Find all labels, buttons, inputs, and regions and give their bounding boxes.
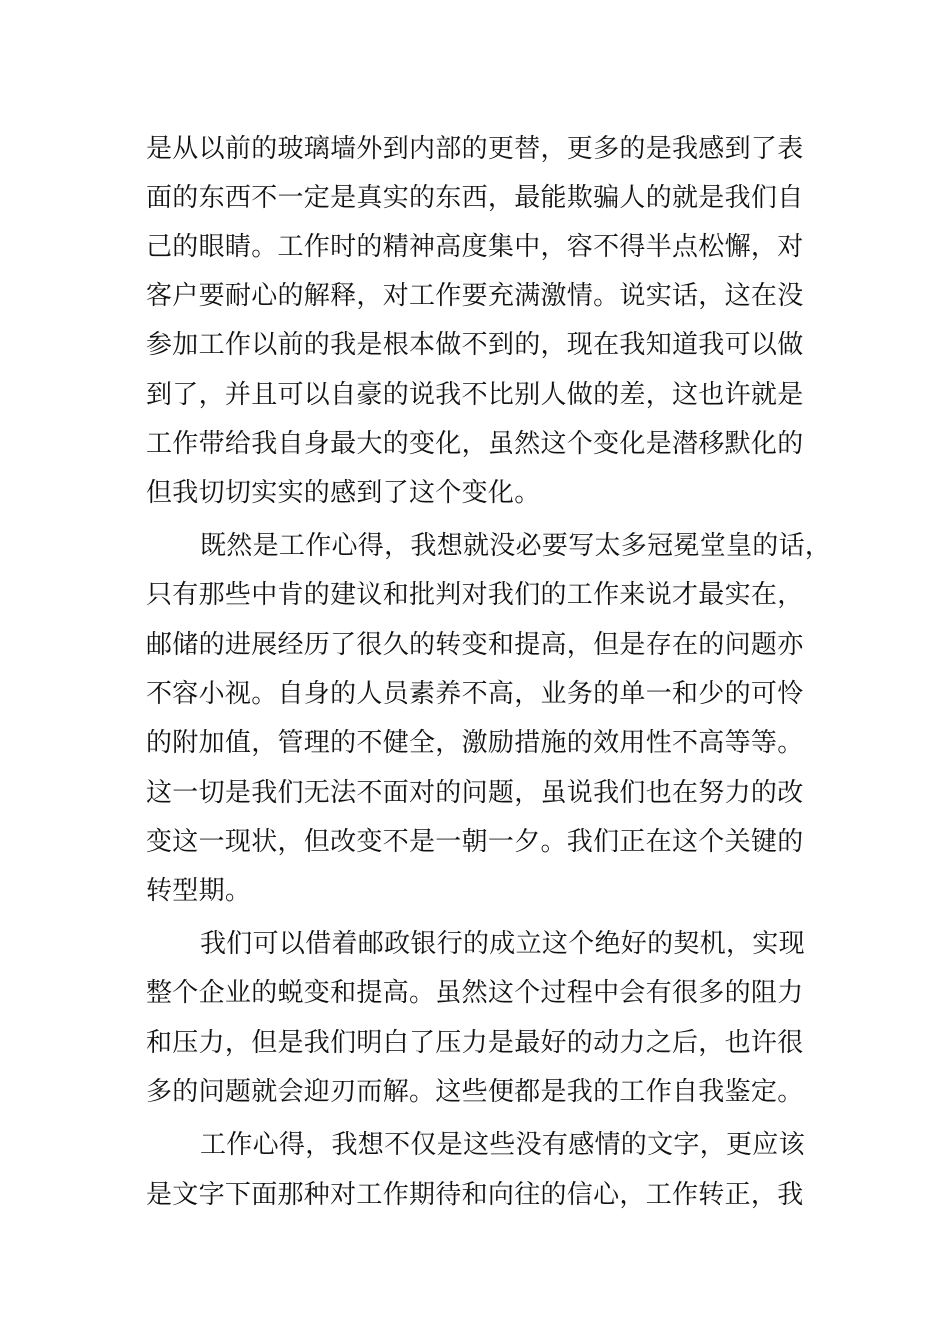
text-line: 到了，并且可以自豪的说我不比别人做的差，这也许就是 [146, 380, 804, 410]
paragraph-first-line: 工作心得，我想不仅是这些没有感情的文字，更应该 [200, 1130, 805, 1160]
text-line: 不容小视。自身的人员素养不高，业务的单一和少的可怜 [146, 679, 804, 709]
paragraph-first-line: 既然是工作心得，我想就没必要写太多冠冕堂皇的话， [200, 531, 832, 561]
text-line: 工作带给我自身最大的变化，虽然这个变化是潜移默化的 [146, 429, 804, 459]
text-line: 是从以前的玻璃墙外到内部的更替，更多的是我感到了表 [146, 134, 804, 164]
text-line: 面的东西不一定是真实的东西，最能欺骗人的就是我们自 [146, 183, 804, 213]
text-line: 邮储的进展经历了很久的转变和提高，但是存在的问题亦 [146, 630, 804, 660]
text-line: 这一切是我们无法不面对的问题，虽说我们也在努力的改 [146, 778, 804, 808]
text-line: 和压力，但是我们明白了压力是最好的动力之后，也许很 [146, 1028, 804, 1058]
text-line: 整个企业的蜕变和提高。虽然这个过程中会有很多的阻力 [146, 978, 804, 1008]
text-line: 变这一现状，但改变不是一朝一夕。我们正在这个关键的 [146, 827, 804, 857]
text-line: 的附加值，管理的不健全，激励措施的效用性不高等等。 [146, 728, 804, 758]
paragraph-first-line: 我们可以借着邮政银行的成立这个绝好的契机，实现 [200, 929, 805, 959]
text-line: 客户要耐心的解释，对工作要充满激情。说实话，这在没 [146, 281, 804, 311]
text-line: 参加工作以前的我是根本做不到的，现在我知道我可以做 [146, 330, 804, 360]
text-line: 但我切切实实的感到了这个变化。 [146, 478, 541, 508]
text-line: 己的眼睛。工作时的精神高度集中，容不得半点松懈，对 [146, 232, 804, 262]
text-line: 转型期。 [146, 876, 252, 906]
text-line: 多的问题就会迎刃而解。这些便都是我的工作自我鉴定。 [146, 1077, 804, 1107]
text-line: 只有那些中肯的建议和批判对我们的工作来说才最实在， [146, 580, 804, 610]
text-line: 是文字下面那种对工作期待和向往的信心，工作转正，我 [146, 1180, 804, 1210]
